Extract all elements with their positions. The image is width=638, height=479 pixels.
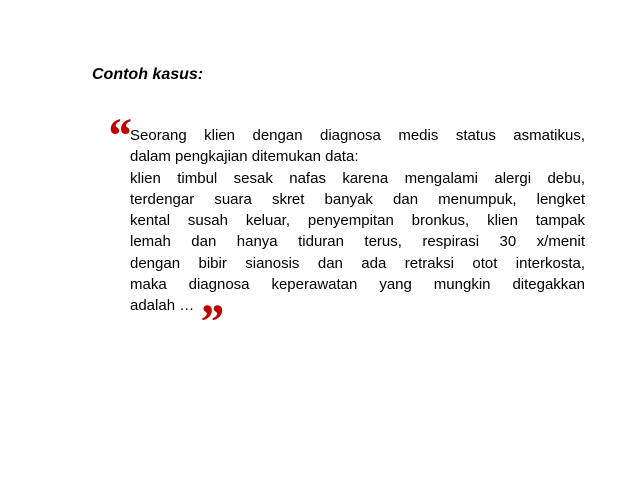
slide-heading: Contoh kasus: [92,66,204,83]
open-quote-mark: “ [106,107,131,163]
case-text-line: klien timbul sesak nafas karena mengalami alergi debu, [130,169,585,187]
case-text-line: dalam pengkajian ditemukan data: [130,148,359,166]
case-text-line: adalah … [130,297,195,315]
case-text-line: Seorang klien dengan diagnosa medis status asmatikus, [130,127,585,144]
case-text [130,125,585,317]
case-text-line: lemah dan hanya tiduran terus, respirasi 30 x/menit [130,233,585,251]
case-text-line: terdengar suara skret banyak dan menumpuk, lengket [130,190,585,208]
case-text-line: kental susah keluar, penyempitan bronkus, klien tampak [130,212,585,230]
close-quote-mark: ” [198,293,223,349]
case-text-line: dengan bibir sianosis dan ada retraksi otot interkosta, [130,254,585,272]
case-text-line: maka diagnosa keperawatan yang mungkin ditegakkan [130,276,585,294]
